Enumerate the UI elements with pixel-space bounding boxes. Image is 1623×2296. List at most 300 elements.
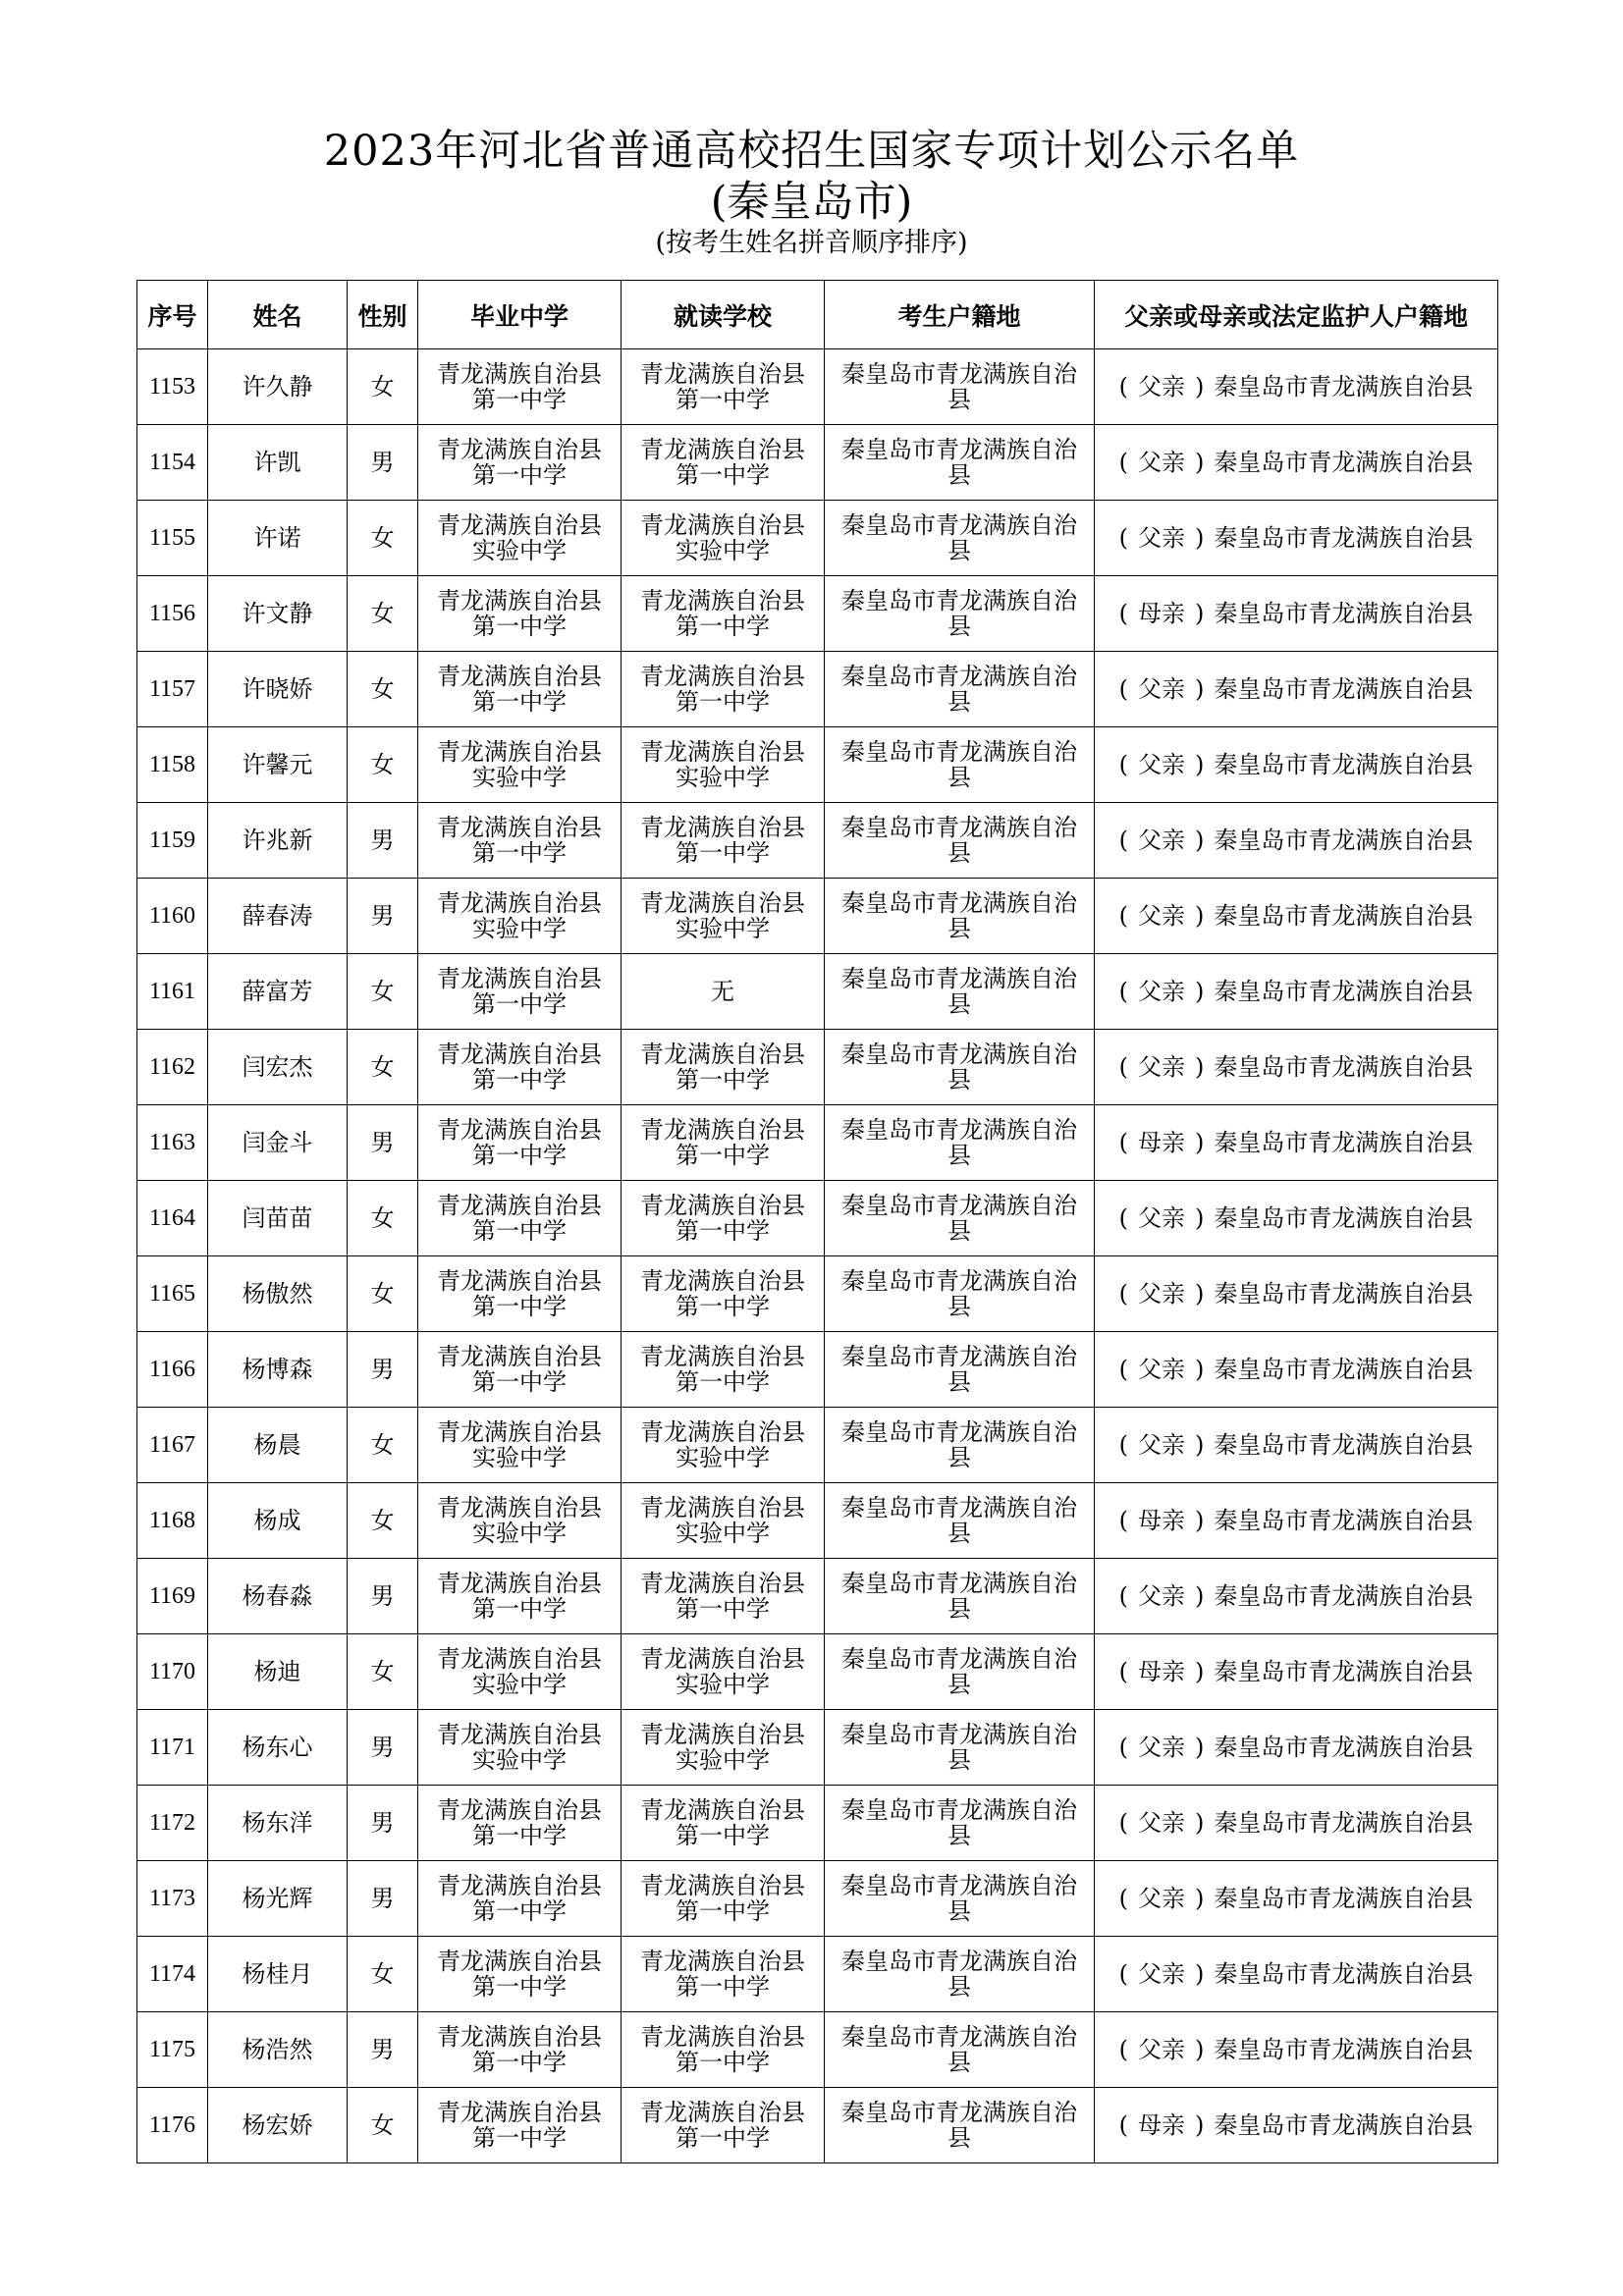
row-number-cell: 1154 xyxy=(137,425,208,501)
student-hukou-line: 秦皇岛市青龙满族自治 xyxy=(841,1570,1077,1597)
parent-hukou-text: 秦皇岛市青龙满族自治县 xyxy=(1214,1582,1474,1610)
student-hukou-line: 县 xyxy=(947,1595,971,1623)
student-name-cell: 杨桂月 xyxy=(208,1937,348,2012)
paren-open: ( xyxy=(1118,1885,1128,1912)
gender-cell: 男 xyxy=(348,2012,418,2088)
student-hukou-cell xyxy=(825,1937,1095,2012)
graduation-school-cell xyxy=(418,1030,622,1105)
student-hukou-line: 秦皇岛市青龙满族自治 xyxy=(841,1267,1077,1295)
gender-cell: 女 xyxy=(348,2088,418,2163)
student-hukou-cell xyxy=(825,1861,1095,1937)
current-school-line: 青龙满族自治县 xyxy=(640,814,805,841)
student-hukou-cell xyxy=(825,2088,1095,2163)
parent-hukou-cell xyxy=(1095,1483,1498,1559)
parent-relation: 父亲 xyxy=(1138,1053,1185,1081)
student-hukou-line: 秦皇岛市青龙满族自治 xyxy=(841,1418,1077,1446)
gender-cell: 男 xyxy=(348,879,418,954)
row-number-cell: 1155 xyxy=(137,501,208,576)
paren-open: ( xyxy=(1118,2036,1128,2063)
table-row xyxy=(137,727,1498,803)
current-school-cell xyxy=(622,727,825,803)
parent-relation: 父亲 xyxy=(1138,449,1185,476)
parent-hukou-text: 秦皇岛市青龙满族自治县 xyxy=(1214,1280,1474,1308)
student-hukou-cell xyxy=(825,349,1095,425)
paren-close: ) xyxy=(1195,524,1205,552)
graduation-school-line: 第一中学 xyxy=(472,461,567,489)
student-name-cell: 许馨元 xyxy=(208,727,348,803)
gender-cell: 女 xyxy=(348,576,418,652)
student-hukou-cell xyxy=(825,501,1095,576)
student-hukou-line: 县 xyxy=(947,990,971,1018)
student-hukou-cell xyxy=(825,1030,1095,1105)
student-hukou-line: 秦皇岛市青龙满族自治 xyxy=(841,1116,1077,1144)
student-hukou-cell xyxy=(825,803,1095,879)
student-hukou-line: 秦皇岛市青龙满族自治 xyxy=(841,814,1077,841)
graduation-school-line: 青龙满族自治县 xyxy=(437,511,602,539)
student-hukou-line: 秦皇岛市青龙满族自治 xyxy=(841,360,1077,388)
parent-relation: 父亲 xyxy=(1138,978,1185,1005)
student-hukou-line: 县 xyxy=(947,613,971,640)
graduation-school-cell xyxy=(418,1332,622,1408)
paren-close: ) xyxy=(1195,978,1205,1005)
col-header-gender: 性别 xyxy=(348,281,418,349)
parent-relation: 母亲 xyxy=(1138,1507,1185,1534)
paren-open: ( xyxy=(1118,1356,1128,1383)
col-header-no: 序号 xyxy=(137,281,208,349)
table-row xyxy=(137,652,1498,727)
parent-hukou-text: 秦皇岛市青龙满族自治县 xyxy=(1214,675,1474,703)
table-row xyxy=(137,1030,1498,1105)
student-hukou-line: 秦皇岛市青龙满族自治 xyxy=(841,511,1077,539)
table-row xyxy=(137,1483,1498,1559)
student-hukou-line: 县 xyxy=(947,2124,971,2152)
student-name-cell: 许兆新 xyxy=(208,803,348,879)
table-row xyxy=(137,2012,1498,2088)
parent-relation: 父亲 xyxy=(1138,1734,1185,1761)
parent-hukou-text: 秦皇岛市青龙满族自治县 xyxy=(1214,1431,1474,1459)
current-school-line: 青龙满族自治县 xyxy=(640,511,805,539)
student-hukou-cell xyxy=(825,727,1095,803)
current-school-line: 第一中学 xyxy=(676,2049,770,2076)
row-number-cell: 1172 xyxy=(137,1786,208,1861)
paren-open: ( xyxy=(1118,1431,1128,1459)
paren-open: ( xyxy=(1118,1658,1128,1685)
parent-relation: 父亲 xyxy=(1138,1431,1185,1459)
student-hukou-line: 县 xyxy=(947,1066,971,1094)
student-hukou-cell xyxy=(825,1408,1095,1483)
student-hukou-line: 县 xyxy=(947,839,971,867)
gender-cell: 女 xyxy=(348,1030,418,1105)
student-hukou-line: 县 xyxy=(947,537,971,564)
student-hukou-cell xyxy=(825,425,1095,501)
student-hukou-cell xyxy=(825,2012,1095,2088)
student-name-cell: 杨浩然 xyxy=(208,2012,348,2088)
current-school-line: 青龙满族自治县 xyxy=(640,1041,805,1068)
current-school-line: 青龙满族自治县 xyxy=(640,1494,805,1522)
student-hukou-line: 秦皇岛市青龙满族自治 xyxy=(841,1192,1077,1219)
graduation-school-line: 青龙满族自治县 xyxy=(437,1418,602,1446)
student-hukou-cell xyxy=(825,1786,1095,1861)
graduation-school-cell xyxy=(418,879,622,954)
graduation-school-line: 第一中学 xyxy=(472,1973,567,2001)
row-number-cell: 1167 xyxy=(137,1408,208,1483)
current-school-cell xyxy=(622,1483,825,1559)
parent-hukou-cell xyxy=(1095,425,1498,501)
student-name-cell: 闫宏杰 xyxy=(208,1030,348,1105)
student-hukou-line: 县 xyxy=(947,1897,971,1925)
gender-cell: 女 xyxy=(348,1256,418,1332)
paren-open: ( xyxy=(1118,1809,1128,1837)
current-school-cell xyxy=(622,1937,825,2012)
graduation-school-line: 青龙满族自治县 xyxy=(437,1721,602,1748)
paren-open: ( xyxy=(1118,1204,1128,1232)
graduation-school-line: 青龙满族自治县 xyxy=(437,587,602,614)
student-name-cell: 杨春淼 xyxy=(208,1559,348,1634)
gender-cell: 男 xyxy=(348,1710,418,1786)
row-number-cell: 1157 xyxy=(137,652,208,727)
col-header-current-school: 就读学校 xyxy=(622,281,825,349)
current-school-line: 实验中学 xyxy=(676,1671,770,1698)
parent-hukou-cell xyxy=(1095,1786,1498,1861)
student-hukou-line: 县 xyxy=(947,386,971,413)
gender-cell: 女 xyxy=(348,652,418,727)
current-school-line: 第一中学 xyxy=(676,1066,770,1094)
header-row xyxy=(137,281,1498,349)
current-school-cell xyxy=(622,1861,825,1937)
parent-relation: 父亲 xyxy=(1138,902,1185,930)
graduation-school-cell xyxy=(418,1256,622,1332)
student-name-cell: 杨光辉 xyxy=(208,1861,348,1937)
parent-relation: 父亲 xyxy=(1138,1280,1185,1308)
graduation-school-line: 青龙满族自治县 xyxy=(437,814,602,841)
student-hukou-line: 秦皇岛市青龙满族自治 xyxy=(841,663,1077,690)
graduation-school-cell xyxy=(418,1861,622,1937)
current-school-line: 第一中学 xyxy=(676,1897,770,1925)
parent-hukou-text: 秦皇岛市青龙满族自治县 xyxy=(1214,2111,1474,2139)
student-hukou-line: 秦皇岛市青龙满族自治 xyxy=(841,1494,1077,1522)
student-hukou-cell xyxy=(825,576,1095,652)
student-hukou-line: 秦皇岛市青龙满族自治 xyxy=(841,2023,1077,2051)
graduation-school-line: 青龙满族自治县 xyxy=(437,1645,602,1673)
student-hukou-line: 秦皇岛市青龙满族自治 xyxy=(841,738,1077,766)
gender-cell: 男 xyxy=(348,803,418,879)
student-hukou-cell xyxy=(825,1332,1095,1408)
paren-open: ( xyxy=(1118,1129,1128,1156)
student-name-cell: 许晓娇 xyxy=(208,652,348,727)
row-number-cell: 1171 xyxy=(137,1710,208,1786)
student-hukou-line: 秦皇岛市青龙满族自治 xyxy=(841,2099,1077,2126)
parent-relation: 父亲 xyxy=(1138,1809,1185,1837)
parent-hukou-text: 秦皇岛市青龙满族自治县 xyxy=(1214,1204,1474,1232)
table-row xyxy=(137,954,1498,1030)
paren-close: ) xyxy=(1195,902,1205,930)
current-school-cell xyxy=(622,1256,825,1332)
graduation-school-line: 第一中学 xyxy=(472,1368,567,1396)
current-school-line: 第一中学 xyxy=(676,2124,770,2152)
graduation-school-cell xyxy=(418,727,622,803)
graduation-school-line: 青龙满族自治县 xyxy=(437,2099,602,2126)
row-number-cell: 1168 xyxy=(137,1483,208,1559)
parent-hukou-text: 秦皇岛市青龙满族自治县 xyxy=(1214,2036,1474,2063)
gender-cell: 男 xyxy=(348,1861,418,1937)
parent-hukou-text: 秦皇岛市青龙满族自治县 xyxy=(1214,751,1474,778)
paren-close: ) xyxy=(1195,1280,1205,1308)
graduation-school-cell xyxy=(418,652,622,727)
table-row xyxy=(137,1786,1498,1861)
student-hukou-line: 县 xyxy=(947,915,971,942)
current-school-line: 实验中学 xyxy=(676,537,770,564)
parent-hukou-cell xyxy=(1095,1861,1498,1937)
paren-close: ) xyxy=(1195,1582,1205,1610)
student-hukou-cell xyxy=(825,1181,1095,1256)
table-row xyxy=(137,1710,1498,1786)
graduation-school-line: 青龙满族自治县 xyxy=(437,436,602,463)
current-school-cell xyxy=(622,1030,825,1105)
current-school-line: 实验中学 xyxy=(676,1520,770,1547)
gender-cell: 女 xyxy=(348,1408,418,1483)
paren-open: ( xyxy=(1118,2111,1128,2139)
student-hukou-line: 县 xyxy=(947,1293,971,1320)
student-hukou-line: 秦皇岛市青龙满族自治 xyxy=(841,1041,1077,1068)
table-row xyxy=(137,2088,1498,2163)
student-name-cell: 杨博森 xyxy=(208,1332,348,1408)
parent-hukou-text: 秦皇岛市青龙满族自治县 xyxy=(1214,827,1474,854)
current-school-line: 第一中学 xyxy=(676,1142,770,1169)
current-school-cell xyxy=(622,954,825,1030)
graduation-school-line: 青龙满族自治县 xyxy=(437,738,602,766)
graduation-school-line: 第一中学 xyxy=(472,613,567,640)
graduation-school-line: 青龙满族自治县 xyxy=(437,965,602,992)
graduation-school-cell xyxy=(418,1105,622,1181)
col-header-parent-hukou: 父亲或母亲或法定监护人户籍地 xyxy=(1095,281,1498,349)
paren-close: ) xyxy=(1195,2036,1205,2063)
paren-open: ( xyxy=(1118,1053,1128,1081)
parent-hukou-cell xyxy=(1095,1105,1498,1181)
graduation-school-line: 实验中学 xyxy=(472,1444,567,1471)
paren-close: ) xyxy=(1195,1885,1205,1912)
student-hukou-cell xyxy=(825,879,1095,954)
table-row xyxy=(137,879,1498,954)
paren-close: ) xyxy=(1195,1960,1205,1988)
current-school-line: 青龙满族自治县 xyxy=(640,1645,805,1673)
graduation-school-cell xyxy=(418,1710,622,1786)
row-number-cell: 1153 xyxy=(137,349,208,425)
student-hukou-line: 县 xyxy=(947,1671,971,1698)
parent-hukou-cell xyxy=(1095,652,1498,727)
student-hukou-line: 县 xyxy=(947,688,971,716)
student-name-cell: 薛富芳 xyxy=(208,954,348,1030)
gender-cell: 男 xyxy=(348,1332,418,1408)
graduation-school-cell xyxy=(418,1786,622,1861)
parent-hukou-text: 秦皇岛市青龙满族自治县 xyxy=(1214,449,1474,476)
current-school-line: 青龙满族自治县 xyxy=(640,738,805,766)
graduation-school-cell xyxy=(418,1937,622,2012)
row-number-cell: 1176 xyxy=(137,2088,208,2163)
student-hukou-line: 秦皇岛市青龙满族自治 xyxy=(841,1645,1077,1673)
gender-cell: 女 xyxy=(348,1181,418,1256)
table-row xyxy=(137,803,1498,879)
current-school-cell xyxy=(622,1408,825,1483)
student-hukou-line: 县 xyxy=(947,1368,971,1396)
graduation-school-cell xyxy=(418,349,622,425)
graduation-school-cell xyxy=(418,954,622,1030)
paren-open: ( xyxy=(1118,373,1128,400)
parent-hukou-text: 秦皇岛市青龙满族自治县 xyxy=(1214,1507,1474,1534)
parent-hukou-cell xyxy=(1095,2088,1498,2163)
paren-open: ( xyxy=(1118,449,1128,476)
table-row xyxy=(137,1634,1498,1710)
student-name-cell: 杨东洋 xyxy=(208,1786,348,1861)
graduation-school-line: 第一中学 xyxy=(472,1217,567,1245)
paren-open: ( xyxy=(1118,1507,1128,1534)
parent-hukou-text: 秦皇岛市青龙满族自治县 xyxy=(1214,1885,1474,1912)
student-name-cell: 杨傲然 xyxy=(208,1256,348,1332)
parent-hukou-cell xyxy=(1095,954,1498,1030)
student-name-cell: 杨晨 xyxy=(208,1408,348,1483)
parent-hukou-cell xyxy=(1095,1332,1498,1408)
parent-hukou-cell xyxy=(1095,576,1498,652)
table-row xyxy=(137,501,1498,576)
current-school-line: 青龙满族自治县 xyxy=(640,2099,805,2126)
graduation-school-line: 第一中学 xyxy=(472,1293,567,1320)
paren-close: ) xyxy=(1195,1356,1205,1383)
current-school-cell xyxy=(622,1634,825,1710)
paren-open: ( xyxy=(1118,1734,1128,1761)
paren-open: ( xyxy=(1118,1582,1128,1610)
student-hukou-line: 县 xyxy=(947,1822,971,1849)
parent-relation: 父亲 xyxy=(1138,373,1185,400)
paren-open: ( xyxy=(1118,1960,1128,1988)
current-school-cell xyxy=(622,1332,825,1408)
current-school-cell xyxy=(622,1181,825,1256)
paren-close: ) xyxy=(1195,449,1205,476)
current-school-line: 第一中学 xyxy=(676,461,770,489)
graduation-school-line: 青龙满族自治县 xyxy=(437,1116,602,1144)
graduation-school-line: 青龙满族自治县 xyxy=(437,1796,602,1824)
parent-relation: 父亲 xyxy=(1138,1582,1185,1610)
parent-relation: 母亲 xyxy=(1138,1658,1185,1685)
current-school-cell xyxy=(622,2088,825,2163)
parent-hukou-text: 秦皇岛市青龙满族自治县 xyxy=(1214,524,1474,552)
current-school-line: 第一中学 xyxy=(676,613,770,640)
current-school-cell xyxy=(622,1105,825,1181)
student-hukou-line: 县 xyxy=(947,1444,971,1471)
gender-cell: 男 xyxy=(348,1559,418,1634)
current-school-cell xyxy=(622,1710,825,1786)
current-school-cell xyxy=(622,879,825,954)
student-hukou-cell xyxy=(825,1710,1095,1786)
graduation-school-line: 实验中学 xyxy=(472,1520,567,1547)
gender-cell: 女 xyxy=(348,349,418,425)
current-school-line: 无 xyxy=(711,978,734,1005)
row-number-cell: 1162 xyxy=(137,1030,208,1105)
student-hukou-line: 县 xyxy=(947,1217,971,1245)
paren-open: ( xyxy=(1118,675,1128,703)
col-header-name: 姓名 xyxy=(208,281,348,349)
current-school-line: 第一中学 xyxy=(676,688,770,716)
current-school-line: 青龙满族自治县 xyxy=(640,1267,805,1295)
paren-close: ) xyxy=(1195,1053,1205,1081)
row-number-cell: 1169 xyxy=(137,1559,208,1634)
current-school-line: 青龙满族自治县 xyxy=(640,1343,805,1370)
parent-relation: 父亲 xyxy=(1138,1960,1185,1988)
student-name-cell: 杨迪 xyxy=(208,1634,348,1710)
student-hukou-line: 秦皇岛市青龙满族自治 xyxy=(841,889,1077,917)
gender-cell: 女 xyxy=(348,501,418,576)
paren-close: ) xyxy=(1195,1129,1205,1156)
graduation-school-cell xyxy=(418,1408,622,1483)
table-row xyxy=(137,1181,1498,1256)
parent-hukou-text: 秦皇岛市青龙满族自治县 xyxy=(1214,978,1474,1005)
current-school-line: 青龙满族自治县 xyxy=(640,889,805,917)
graduation-school-line: 第一中学 xyxy=(472,990,567,1018)
parent-relation: 父亲 xyxy=(1138,827,1185,854)
student-name-cell: 薛春涛 xyxy=(208,879,348,954)
row-number-cell: 1163 xyxy=(137,1105,208,1181)
table-row xyxy=(137,1256,1498,1332)
row-number-cell: 1166 xyxy=(137,1332,208,1408)
paren-open: ( xyxy=(1118,902,1128,930)
current-school-line: 青龙满族自治县 xyxy=(640,1418,805,1446)
graduation-school-line: 青龙满族自治县 xyxy=(437,1267,602,1295)
current-school-line: 青龙满族自治县 xyxy=(640,360,805,388)
current-school-cell xyxy=(622,501,825,576)
student-name-cell: 杨宏娇 xyxy=(208,2088,348,2163)
graduation-school-line: 实验中学 xyxy=(472,764,567,791)
parent-hukou-cell xyxy=(1095,1030,1498,1105)
graduation-school-line: 青龙满族自治县 xyxy=(437,1570,602,1597)
graduation-school-line: 青龙满族自治县 xyxy=(437,1192,602,1219)
graduation-school-line: 第一中学 xyxy=(472,2049,567,2076)
graduation-school-cell xyxy=(418,425,622,501)
graduation-school-line: 第一中学 xyxy=(472,839,567,867)
graduation-school-cell xyxy=(418,1634,622,1710)
student-hukou-line: 秦皇岛市青龙满族自治 xyxy=(841,1343,1077,1370)
parent-relation: 母亲 xyxy=(1138,600,1185,627)
student-hukou-cell xyxy=(825,1483,1095,1559)
table-row xyxy=(137,1937,1498,2012)
current-school-line: 青龙满族自治县 xyxy=(640,663,805,690)
graduation-school-line: 第一中学 xyxy=(472,386,567,413)
parent-hukou-cell xyxy=(1095,2012,1498,2088)
student-hukou-line: 秦皇岛市青龙满族自治 xyxy=(841,436,1077,463)
parent-hukou-text: 秦皇岛市青龙满族自治县 xyxy=(1214,1129,1474,1156)
graduation-school-line: 青龙满族自治县 xyxy=(437,663,602,690)
current-school-cell xyxy=(622,1786,825,1861)
student-hukou-line: 县 xyxy=(947,764,971,791)
student-hukou-line: 秦皇岛市青龙满族自治 xyxy=(841,587,1077,614)
current-school-line: 青龙满族自治县 xyxy=(640,1570,805,1597)
paren-close: ) xyxy=(1195,1809,1205,1837)
parent-relation: 父亲 xyxy=(1138,675,1185,703)
graduation-school-line: 第一中学 xyxy=(472,1066,567,1094)
row-number-cell: 1170 xyxy=(137,1634,208,1710)
row-number-cell: 1161 xyxy=(137,954,208,1030)
graduation-school-cell xyxy=(418,576,622,652)
current-school-cell xyxy=(622,803,825,879)
student-name-cell: 闫金斗 xyxy=(208,1105,348,1181)
graduation-school-line: 青龙满族自治县 xyxy=(437,1872,602,1899)
paren-close: ) xyxy=(1195,1658,1205,1685)
col-header-graduation-school: 毕业中学 xyxy=(418,281,622,349)
current-school-line: 青龙满族自治县 xyxy=(640,436,805,463)
table-row xyxy=(137,425,1498,501)
parent-hukou-cell xyxy=(1095,1710,1498,1786)
current-school-line: 实验中学 xyxy=(676,1746,770,1774)
student-hukou-line: 秦皇岛市青龙满族自治 xyxy=(841,1796,1077,1824)
parent-relation: 父亲 xyxy=(1138,1356,1185,1383)
student-hukou-cell xyxy=(825,954,1095,1030)
